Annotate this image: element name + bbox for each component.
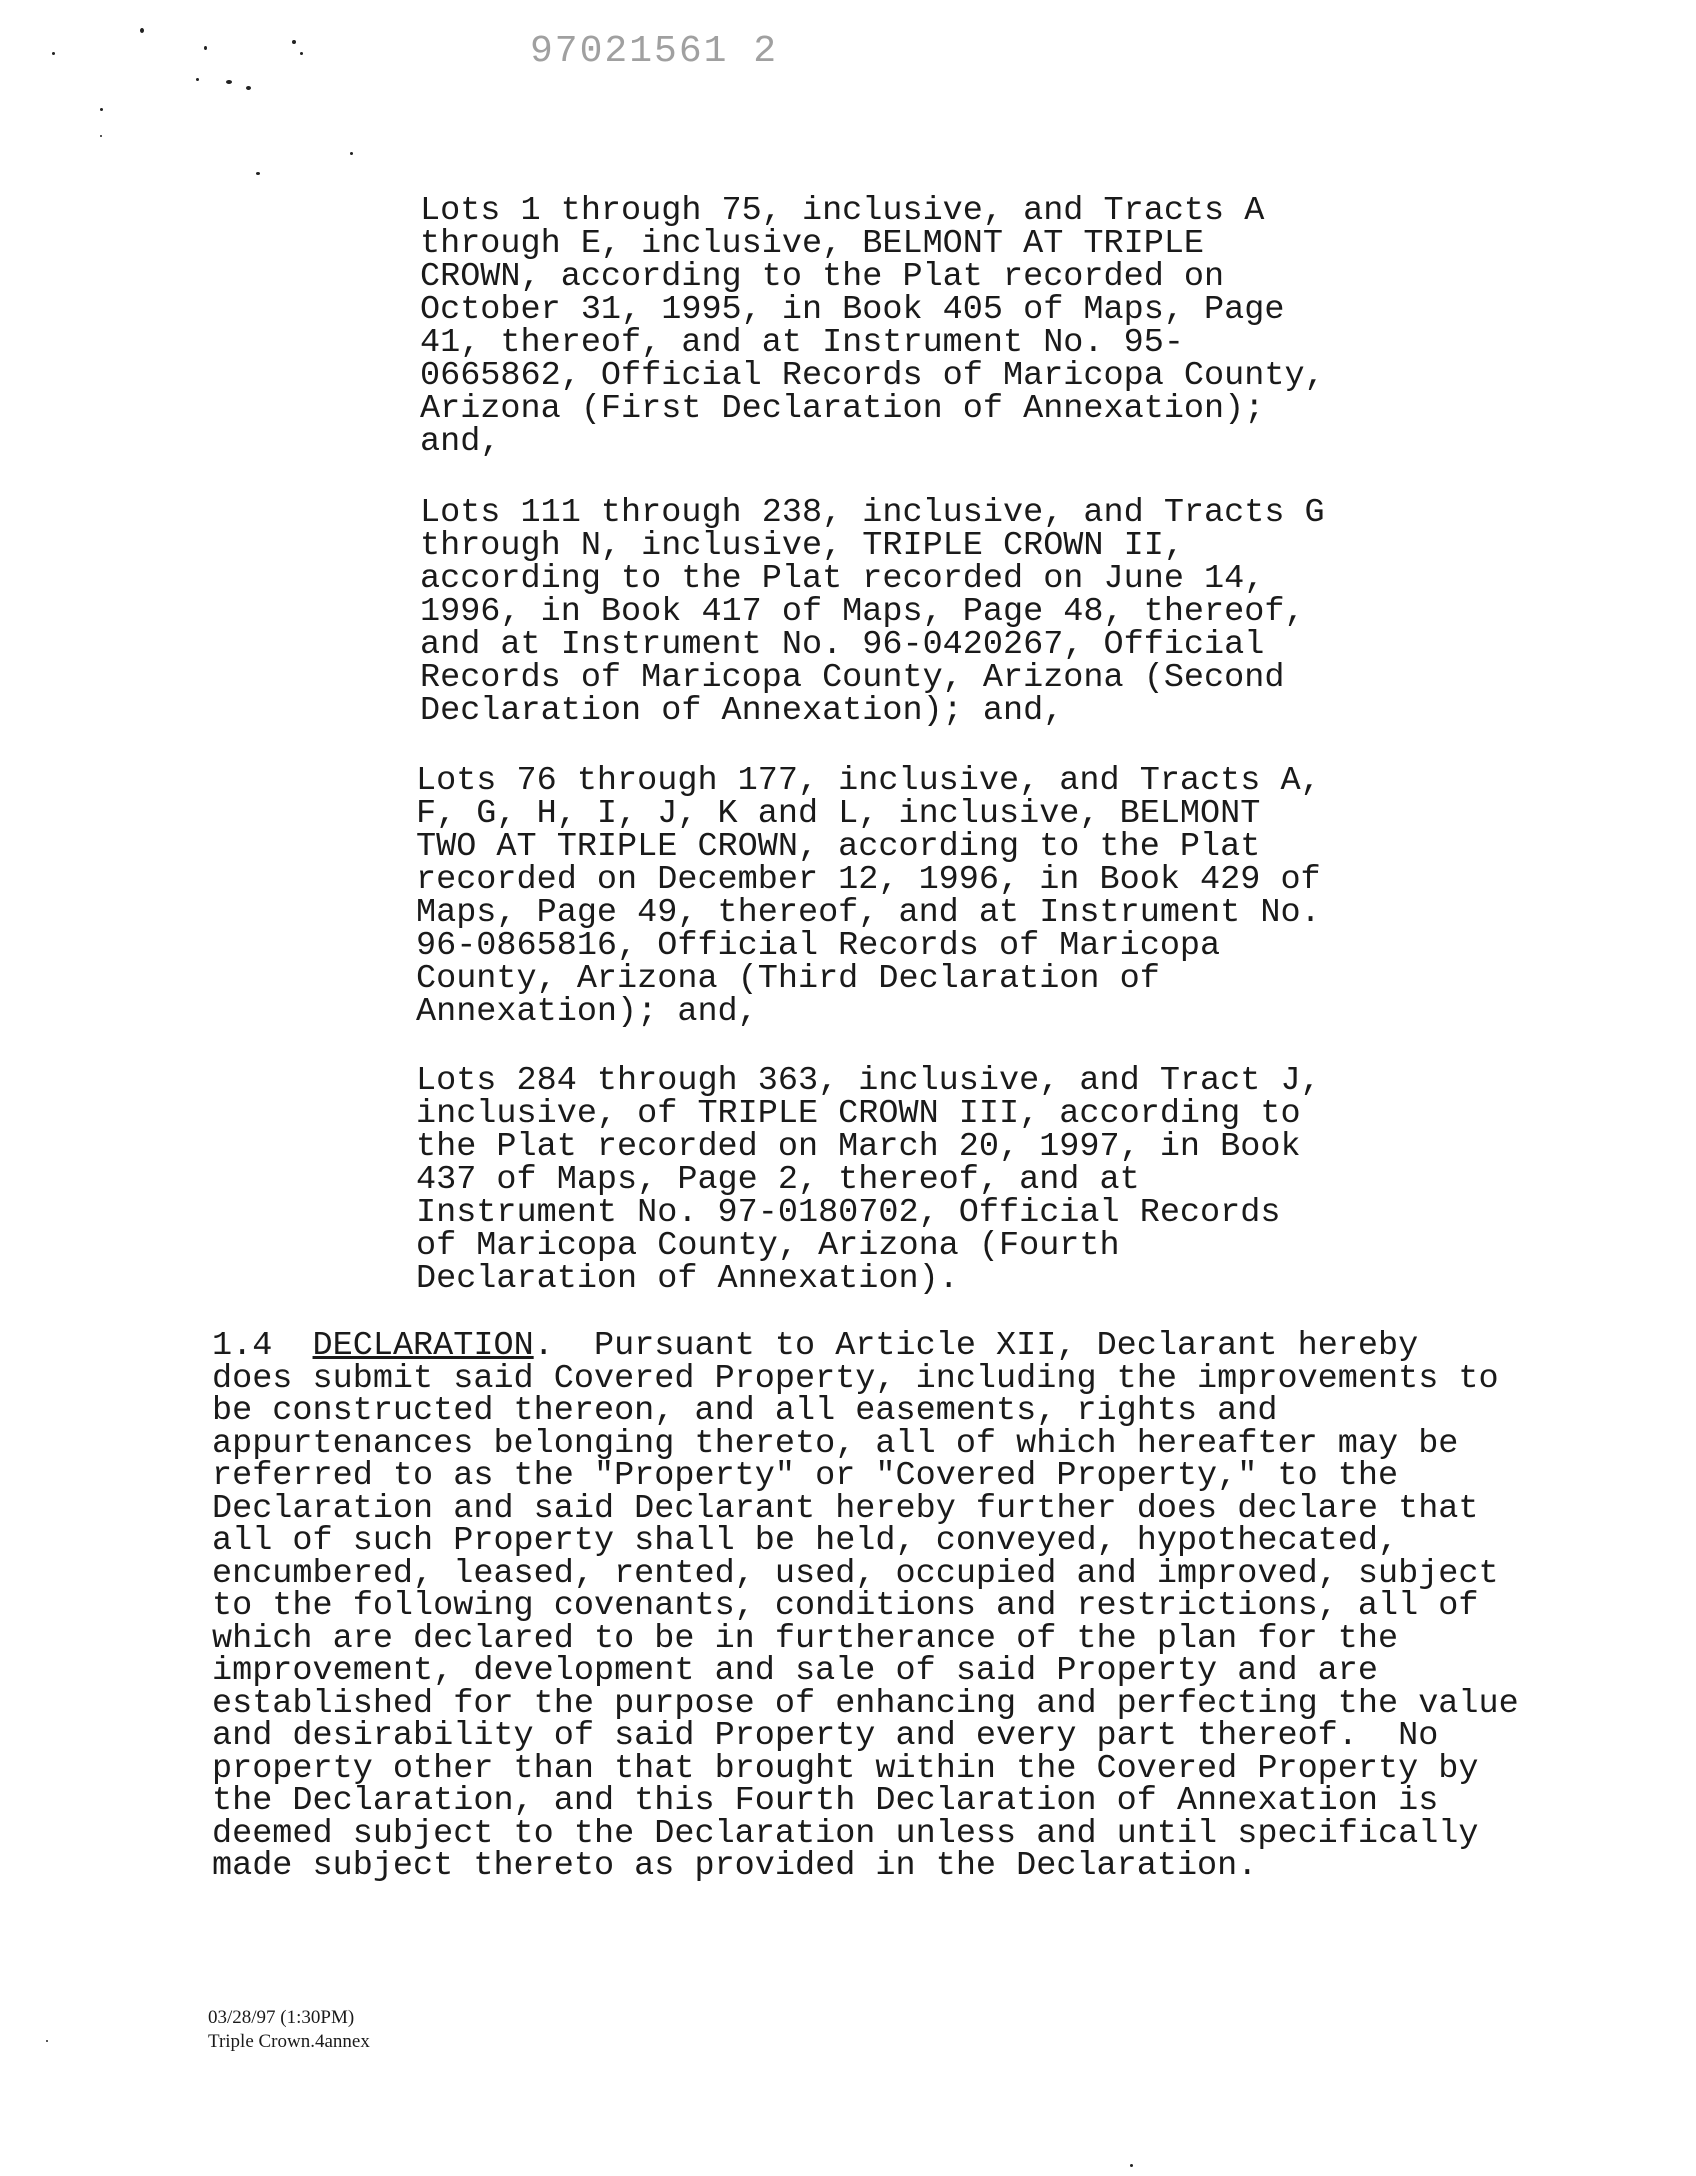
lot-description-line: 41, thereof, and at Instrument No. 95- [420, 324, 1184, 362]
recording-number: 97021561 2 [530, 30, 779, 73]
section-line: referred to as the "Property" or "Covered Property," to the [212, 1457, 1399, 1495]
section-line: established for the purpose of enhancing and perfecting the value [212, 1684, 1519, 1723]
lot-description-line: TWO AT TRIPLE CROWN, according to the Plat [416, 828, 1261, 866]
lot-description-line: Records of Maricopa County, Arizona (Second [420, 659, 1285, 697]
lot-description-line: according to the Plat recorded on June 14, [420, 560, 1265, 598]
section-line: all of such Property shall be held, conveyed, hypothecated, [212, 1522, 1399, 1560]
section-line: the Declaration, and this Fourth Declaration of Annexation is [212, 1782, 1439, 1820]
lot-description-line: inclusive, of TRIPLE CROWN III, according to [416, 1095, 1301, 1133]
lot-description-line: recorded on December 12, 1996, in Book 429 of [416, 861, 1321, 899]
lot-description-line: through N, inclusive, TRIPLE CROWN II, [420, 527, 1184, 565]
lot-description-line: Declaration of Annexation). [416, 1260, 959, 1298]
section-number: 1.4 [212, 1327, 273, 1365]
section-body [212, 1359, 1562, 1885]
lot-description-line: 437 of Maps, Page 2, thereof, and at [416, 1161, 1140, 1199]
section-line: to the following covenants, conditions and restrictions, all of [212, 1587, 1479, 1625]
lot-description-line: County, Arizona (Third Declaration of [416, 960, 1160, 998]
lot-description-line: through E, inclusive, BELMONT AT TRIPLE [420, 225, 1205, 263]
section-heading: DECLARATION [312, 1327, 534, 1365]
section-first-line [212, 1327, 1562, 1365]
lot-description-line: Annexation); and, [416, 993, 758, 1031]
lot-description-line: Instrument No. 97-0180702, Official Records [416, 1194, 1281, 1232]
section-line: which are declared to be in furtherance of the plan for the [212, 1619, 1399, 1658]
section-first-line-text: . Pursuant to Article XII, Declarant hereby [533, 1327, 1419, 1365]
lot-description-line: Lots 76 through 177, inclusive, and Tracts A, [416, 762, 1321, 800]
section-line: appurtenances belonging thereto, all of which hereafter may be [212, 1424, 1459, 1463]
footer-date: 03/28/97 (1:30PM) [208, 2007, 355, 2028]
footer-filename: Triple Crown.4annex [208, 2031, 370, 2052]
section-declaration [212, 1327, 1562, 1885]
section-line: deemed subject to the Declaration unless and until specifically [212, 1814, 1479, 1853]
lot-description-line: Lots 1 through 75, inclusive, and Tracts A [420, 192, 1265, 230]
section-line: and desirability of said Property and every part thereof. No [212, 1717, 1439, 1755]
footer [208, 2006, 370, 2054]
section-line: encumbered, leased, rented, used, occupied and improved, subject [212, 1554, 1499, 1593]
lot-description-line: 1996, in Book 417 of Maps, Page 48, thereof, [420, 593, 1305, 631]
section-line: does submit said Covered Property, including the improvements to [212, 1359, 1499, 1398]
lot-description-3 [416, 762, 1416, 1031]
lot-description-4 [416, 1062, 1416, 1298]
lot-description-line: Declaration of Annexation); and, [420, 692, 1064, 730]
lot-description-2 [420, 494, 1420, 730]
lot-description-line: Arizona (First Declaration of Annexation); [420, 390, 1265, 428]
lot-description-line: Lots 111 through 238, inclusive, and Tracts G [420, 494, 1325, 532]
lot-description-1 [420, 192, 1420, 461]
lot-description-line: and at Instrument No. 96-0420267, Official [420, 626, 1265, 664]
lot-description-line: October 31, 1995, in Book 405 of Maps, Page [420, 291, 1285, 329]
section-line: improvement, development and sale of said Property and are [212, 1652, 1378, 1690]
lot-description-line: of Maricopa County, Arizona (Fourth [416, 1227, 1120, 1265]
lot-description-line: 0665862, Official Records of Maricopa County, [420, 357, 1325, 395]
section-line: be constructed thereon, and all easements, rights and [212, 1392, 1278, 1430]
lot-description-line: CROWN, according to the Plat recorded on [420, 258, 1225, 296]
lot-description-line: Lots 284 through 363, inclusive, and Tract J, [416, 1062, 1321, 1100]
section-line: property other than that brought within the Covered Property by [212, 1749, 1479, 1788]
section-line: made subject thereto as provided in the Declaration. [212, 1847, 1258, 1885]
lot-description-line: the Plat recorded on March 20, 1997, in Book [416, 1128, 1301, 1166]
lot-description-line: and, [420, 423, 501, 461]
lot-description-line: F, G, H, I, J, K and L, inclusive, BELMONT [416, 795, 1261, 833]
lot-description-line: Maps, Page 49, thereof, and at Instrument No. [416, 894, 1321, 932]
section-line: Declaration and said Declarant hereby further does declare that [212, 1489, 1479, 1528]
lot-description-line: 96-0865816, Official Records of Maricopa [416, 927, 1221, 965]
